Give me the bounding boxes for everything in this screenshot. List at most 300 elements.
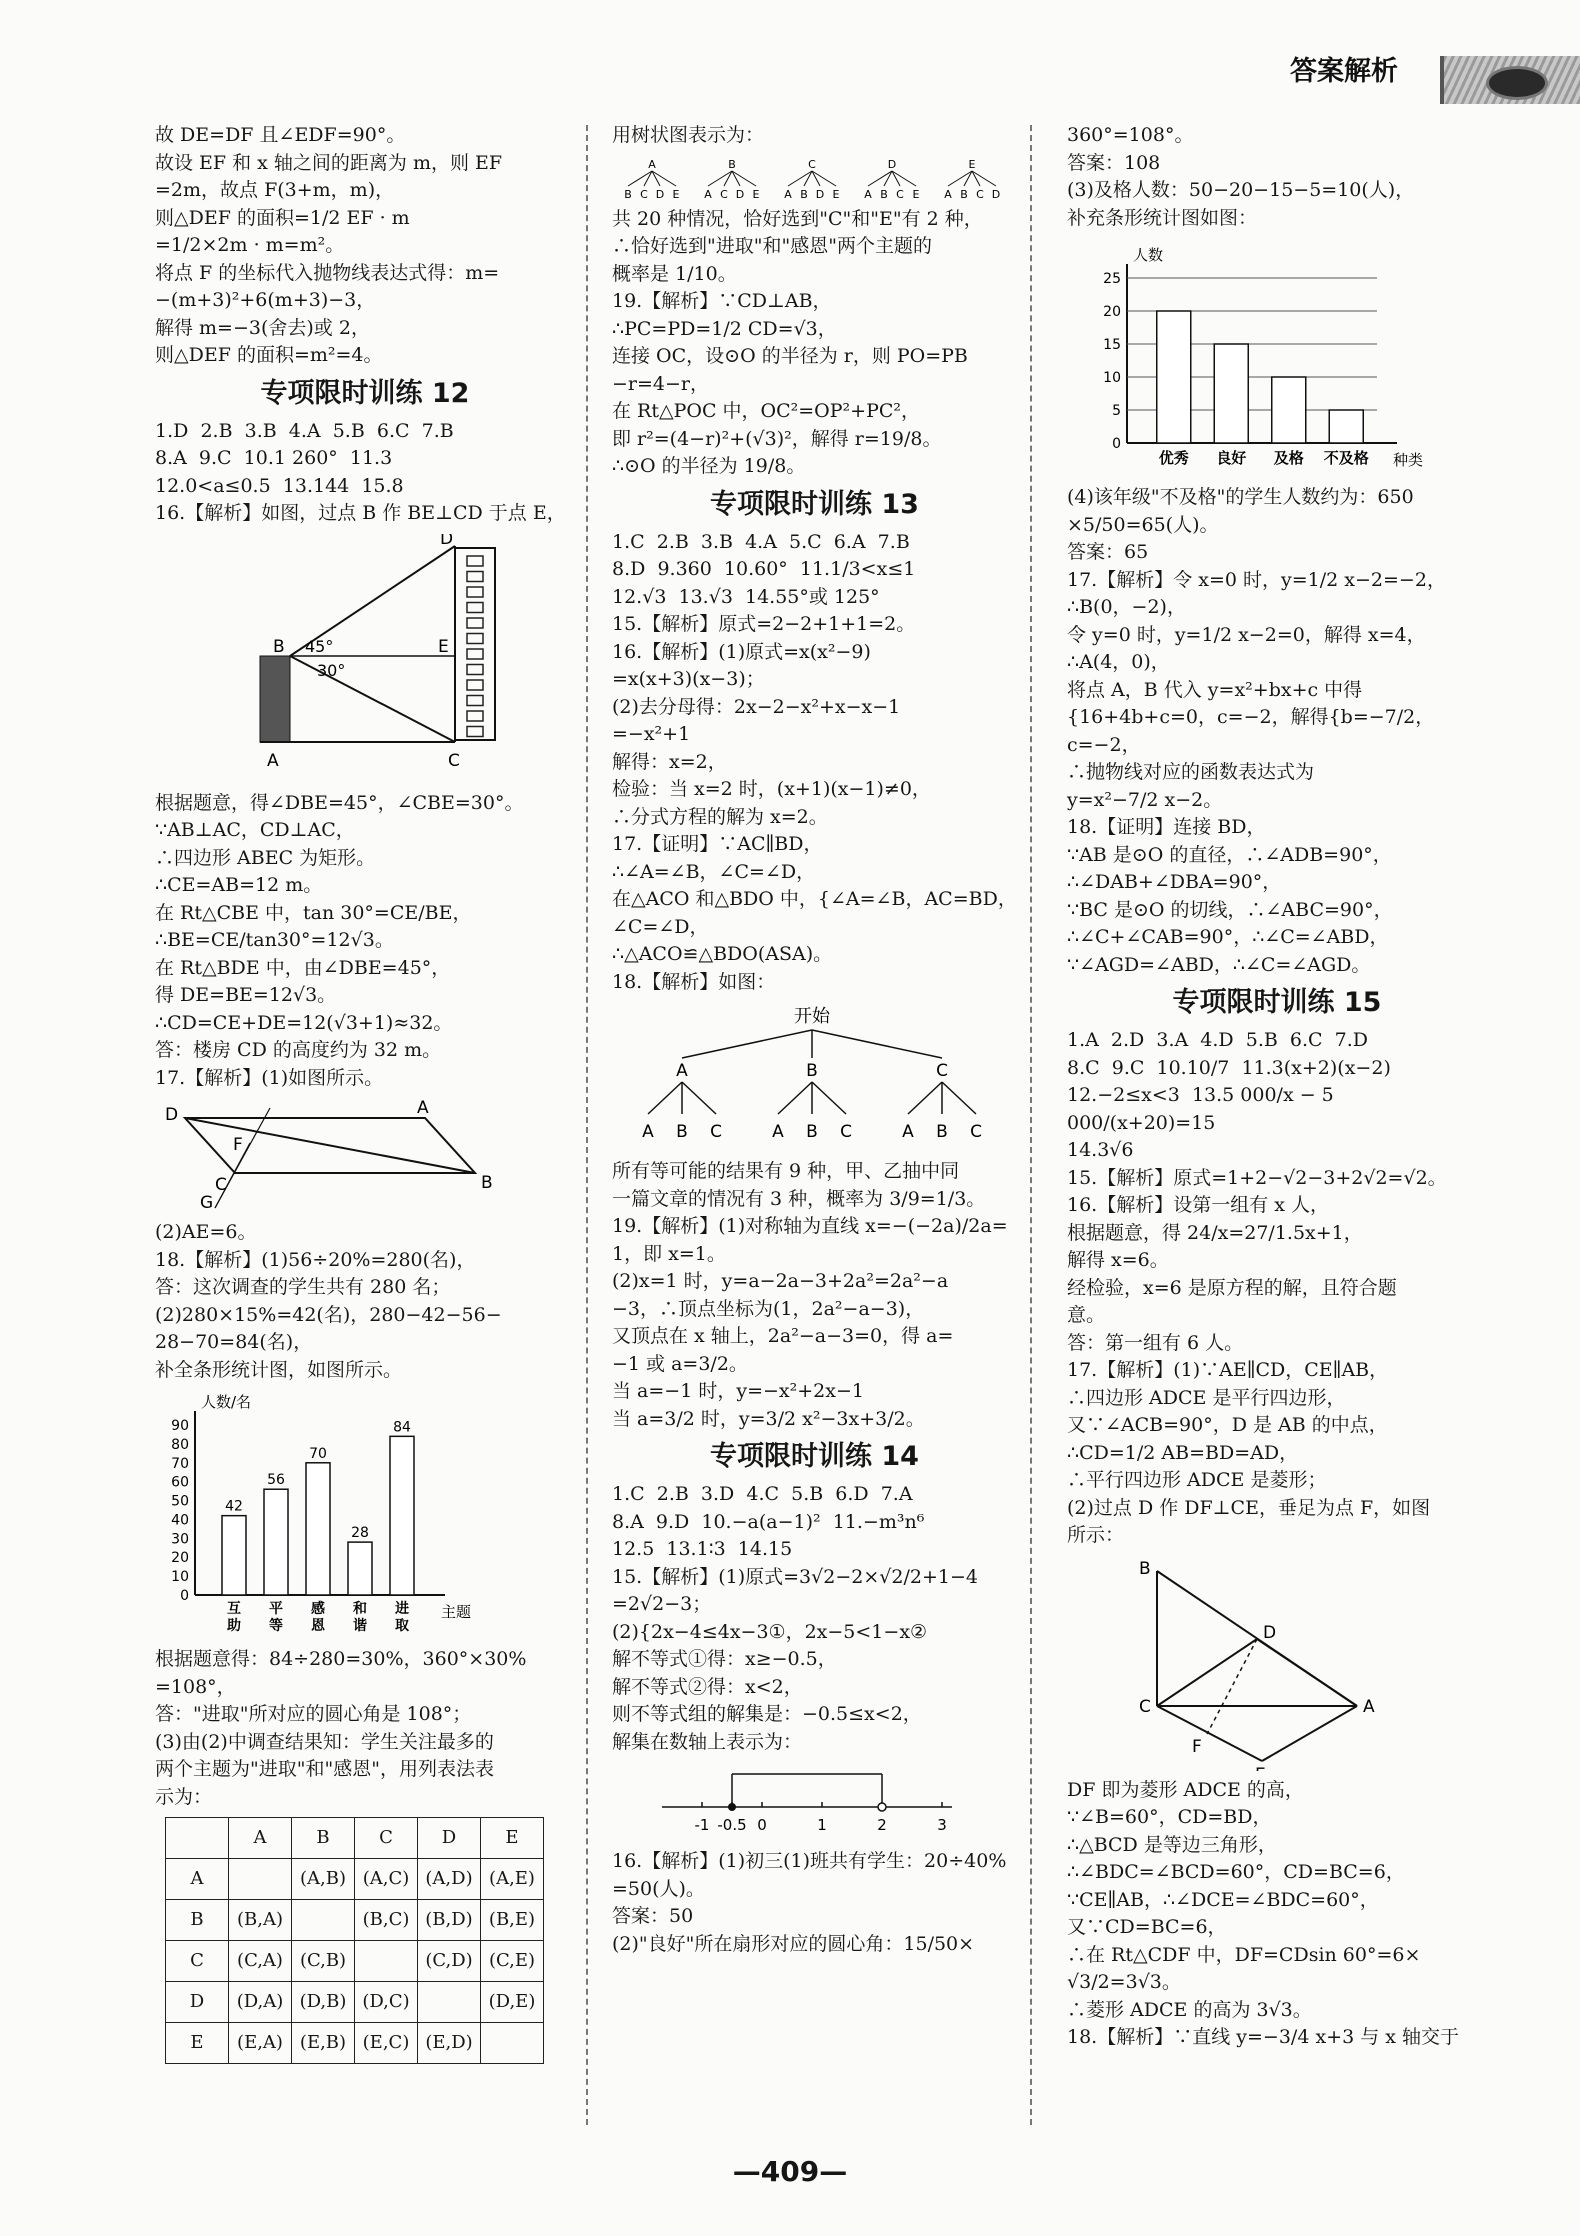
text-line: ∴分式方程的解为 x=2。 (612, 805, 828, 828)
text-line: 360°=108°。 (1067, 124, 1194, 146)
table-cell: (D,C) (355, 1982, 418, 2023)
table-cell (229, 1859, 292, 1900)
svg-text:C: C (896, 187, 904, 200)
svg-text:B: B (728, 157, 736, 171)
text-line: 19.【解析】∵CD⊥AB， (612, 290, 832, 312)
svg-text:D: D (1263, 1622, 1277, 1643)
bar-chart-grades (1067, 238, 1487, 478)
category-label: 良好 (1216, 449, 1247, 467)
text-line: 答：楼房 CD 的高度约为 32 m。 (155, 1039, 442, 1061)
text-line: 解不等式②得：x<2， (612, 1675, 803, 1698)
section-15-lines (1067, 1027, 1487, 1550)
table-cell: (D,E) (481, 1982, 544, 2023)
text-line: 28−70=84(名)， (155, 1331, 313, 1353)
angle-30: 30° (317, 660, 346, 680)
text-line: ∴CD=1/2 AB=BD=AD， (1067, 1441, 1299, 1464)
tree-root: 开始 (794, 1006, 830, 1027)
svg-text:D: D (655, 187, 665, 200)
text-line: ∴∠A=∠B，∠C=∠D， (612, 860, 816, 883)
section-14-lines (612, 1481, 1017, 1756)
table-cell: (C,B) (292, 1941, 355, 1982)
text-line: 故设 EF 和 x 轴之间的距离为 m，则 EF (155, 151, 503, 174)
text-line: 15.【解析】(1)原式=3√2−2×√2/2+1−4 (612, 1565, 978, 1588)
svg-text:3: 3 (937, 1816, 947, 1834)
text-line: 即 r²=(4−r)²+(√3)²，解得 r=19/8。 (612, 427, 942, 450)
table-cell: (D,A) (229, 1982, 292, 2023)
text-line: 根据题意，得∠DBE=45°，∠CBE=30°。 (155, 791, 524, 814)
text-line: 12.0<a≤0.5 13.144 15.8 (155, 474, 404, 497)
svg-text:C: C (976, 187, 984, 200)
text-line: ∴⊙O 的半径为 19/8。 (612, 455, 806, 477)
table-cell: (B,C) (355, 1900, 418, 1941)
text-line: √3/2=3√3。 (1067, 1971, 1181, 1993)
col2-lines-b (612, 1158, 1017, 1433)
text-line: 令 y=0 时，y=1/2 x−2=0，解得 x=4， (1067, 623, 1426, 646)
svg-text:D: D (165, 1105, 179, 1125)
table-cell: (C,D) (418, 1941, 481, 1982)
table-cell: D (166, 1982, 229, 2023)
text-line: ∴△ACO≌△BDO(ASA)。 (612, 943, 833, 965)
svg-text:A: A (648, 157, 656, 171)
section-title-12: 专项限时训练 12 (260, 377, 470, 409)
text-line: 所有等可能的结果有 9 种，甲、乙抽中同 (612, 1160, 960, 1182)
y-tick-label: 15 (1103, 337, 1121, 353)
text-line: 在 Rt△BDE 中，由∠DBE=45°， (155, 956, 451, 979)
bar-chart-topics (155, 1390, 575, 1640)
text-line: =50(人)。 (612, 1877, 705, 1900)
text-line: ∴∠DAB+∠DBA=90°， (1067, 871, 1282, 893)
text-line: (2)280×15%=42(名)，280−42−56− (155, 1303, 502, 1326)
table-cell: (E,D) (418, 2023, 481, 2064)
angle-45: 45° (305, 636, 334, 656)
text-line: ∴∠C+∠CAB=90°，∴∠C=∠ABD， (1067, 926, 1389, 948)
text-line: 得 DE=BE=12√3。 (155, 984, 337, 1006)
svg-text:E: E (968, 157, 976, 171)
number-line (612, 1762, 1017, 1842)
text-line: 检验：当 x=2 时，(x+1)(x−1)≠0， (612, 778, 931, 800)
table-cell (166, 1818, 229, 1859)
svg-text:E (1255, 1765, 1266, 1771)
col3-lines-c (1067, 1777, 1487, 2052)
page-header (1290, 52, 1580, 108)
text-line: 答：第一组有 6 人。 (1067, 1331, 1244, 1354)
section-12-answers (155, 418, 575, 501)
svg-text:-0.5: -0.5 (717, 1816, 747, 1834)
category-label: 不及格 (1323, 449, 1369, 467)
text-line: ∵BC 是⊙O 的切线，∴∠ABC=90°， (1067, 898, 1393, 921)
table-cell: (A,D) (418, 1859, 481, 1900)
svg-text:D: D (815, 187, 825, 200)
bar (222, 1516, 246, 1595)
text-line: 答案：108 (1067, 151, 1161, 174)
text-line: {16+4b+c=0，c=−2，解得{b=−7/2，c=−2， (1067, 706, 1435, 756)
section-title-14: 专项限时训练 14 (710, 1441, 919, 1472)
section-title-13: 专项限时训练 13 (710, 488, 919, 520)
text-line: (2){2x−4≤4x−3①，2x−5<1−x② (612, 1620, 928, 1643)
text-line: ×5/50=65(人)。 (1067, 513, 1219, 536)
svg-text:C: C (710, 1122, 722, 1142)
text-line: ∴B(0，−2)， (1067, 596, 1186, 618)
y-tick-label: 90 (171, 1418, 189, 1434)
category-label: 互 (227, 1601, 241, 1617)
svg-text:A: A (1363, 1696, 1375, 1717)
text-line: ∴恰好选到"进取"和"感恩"两个主题的 (612, 235, 932, 257)
text-line: 则不等式组的解集是：−0.5≤x<2， (612, 1703, 922, 1725)
category-label: 取 (395, 1618, 409, 1634)
table-cell (418, 1982, 481, 2023)
text-line: 答案：50 (612, 1905, 694, 1927)
eye-logo-icon (1486, 66, 1548, 100)
text-line: 又∵CD=BC=6， (1067, 1916, 1227, 1938)
text-line: ∵∠AGD=∠ABD，∴∠C=∠AGD。 (1067, 953, 1371, 976)
text-line: =−x²+1 (612, 723, 691, 745)
table-cell: B (292, 1818, 355, 1859)
category-label: 平 (269, 1601, 283, 1617)
svg-text:A: A (902, 1122, 914, 1142)
text-line: 解得 m=−3(舍去)或 2， (155, 316, 370, 339)
text-line: 解得 x=6。 (1067, 1249, 1169, 1271)
section-title-15: 专项限时训练 15 (1172, 987, 1382, 1018)
svg-text:D: D (887, 157, 897, 171)
table-row (166, 1818, 544, 1859)
text-line: ∵AB⊥AC，CD⊥AC， (155, 819, 355, 841)
svg-text:-1: -1 (694, 1816, 710, 1834)
text-line: ∴CD=CE+DE=12(√3+1)≈32。 (155, 1011, 453, 1034)
svg-text:E: E (912, 187, 920, 200)
y-tick-label: 40 (171, 1512, 189, 1529)
text-line: ∴平行四边形 ADCE 是菱形； (1067, 1469, 1327, 1491)
svg-text:A: A (642, 1122, 654, 1142)
text-line: ∴∠BDC=∠BCD=60°，CD=BC=6， (1067, 1861, 1405, 1883)
category-label: 优秀 (1158, 449, 1189, 467)
building-diagram (155, 534, 575, 784)
text-line: ∴四边形 ABEC 为矩形。 (155, 846, 376, 869)
text-line: 当 a=3/2 时，y=3/2 x²−3x+3/2。 (612, 1407, 925, 1430)
text-line: 答案：65 (1067, 541, 1149, 563)
text-line: 1，即 x=1。 (612, 1242, 726, 1265)
svg-text:C: C (840, 1122, 852, 1142)
text-line: 又顶点在 x 轴上，2a²−a−3=0，得 a= (612, 1325, 954, 1347)
text-line: ∵∠B=60°，CD=BD， (1067, 1806, 1272, 1828)
bar (264, 1489, 288, 1595)
text-line: 意。 (1067, 1304, 1106, 1326)
svg-text:B: B (624, 187, 632, 200)
text-line: ∴A(4，0)， (1067, 651, 1170, 673)
text-line: 12.−2≤x<3 13.5 000/x − 5 000/(x+20)=15 (1067, 1084, 1340, 1134)
x-axis-label: 种类 (1393, 451, 1424, 469)
text-line: 一篇文章的情况有 3 种，概率为 3/9=1/3。 (612, 1187, 986, 1210)
y-tick-label: 20 (171, 1550, 189, 1567)
text-line: 16.【解析】(1)原式=x(x²−9) (612, 640, 871, 663)
text-line: 两个主题为"进取"和"感恩"，用列表法表 (155, 1758, 494, 1780)
svg-text:C: C (640, 187, 648, 200)
text-line: (4)该年级"不及格"的学生人数约为：650 (1067, 486, 1414, 508)
svg-text:G: G (200, 1193, 214, 1213)
category-label: 感 (311, 1601, 325, 1617)
y-axis-label: 人数 (1133, 246, 1164, 264)
table-cell: (B,A) (229, 1900, 292, 1941)
svg-text:C: C (720, 187, 728, 200)
text-line: ∵CE∥AB，∴∠DCE=∠BDC=60°， (1067, 1888, 1379, 1911)
q16-body (155, 790, 575, 1065)
svg-text:A: A (864, 187, 872, 200)
bar (348, 1542, 372, 1595)
text-line: ∵AB 是⊙O 的直径，∴∠ADB=90°， (1067, 843, 1392, 866)
pairs-table (165, 1817, 544, 2064)
column-2 (612, 122, 1017, 1958)
bar-value-label: 42 (225, 1498, 243, 1515)
text-line: ∴△BCD 是等边三角形， (1067, 1833, 1277, 1856)
svg-text:E: E (672, 187, 680, 200)
text-line: 根据题意，得 24/x=27/1.5x+1， (1067, 1221, 1363, 1244)
text-line: =2m，故点 F(3+m，m)， (155, 179, 395, 201)
y-axis-label: 人数/名 (201, 1393, 252, 1411)
category-label: 和 (353, 1601, 367, 1617)
x-axis-label: 主题 (441, 1603, 472, 1621)
table-cell: (E,B) (292, 2023, 355, 2064)
table-cell: E (481, 1818, 544, 1859)
table-cell: A (166, 1859, 229, 1900)
text-line: ∴PC=PD=1/2 CD=√3， (612, 317, 837, 340)
svg-text:B: B (936, 1122, 948, 1142)
text-line: 示为： (155, 1785, 213, 1808)
text-line: 1.D 2.B 3.B 4.A 5.B 6.C 7.B (155, 419, 454, 442)
text-line: −r=4−r， (612, 372, 710, 395)
bar (390, 1436, 414, 1595)
y-tick-label: 10 (1103, 370, 1121, 386)
text-line: ∴抛物线对应的函数表达式为 (1067, 761, 1315, 783)
text-line: 12.√3 13.√3 14.55°或 125° (612, 585, 880, 608)
svg-text:2: 2 (877, 1816, 887, 1834)
tree-diagram (612, 1002, 1017, 1152)
column-divider (1030, 125, 1032, 2125)
label-B: B (273, 636, 285, 657)
y-tick-label: 80 (171, 1436, 189, 1453)
text-line: 在 Rt△POC 中，OC²=OP²+PC²， (612, 400, 921, 422)
tree-caption: 用树状图表示为： (612, 124, 765, 146)
table-cell (355, 1941, 418, 1982)
text-line: 16.【解析】(1)初三(1)班共有学生：20÷40% (612, 1850, 1007, 1872)
text-line: 在△ACO 和△BDO 中，{∠A=∠B，AC=BD，∠C=∠D， (612, 888, 1017, 938)
text-line: 经检验，x=6 是原方程的解，且符合题 (1067, 1276, 1397, 1299)
y-tick-label: 70 (171, 1455, 189, 1472)
text-line: 14.3√6 (1067, 1139, 1134, 1161)
bar-value-label: 70 (309, 1445, 327, 1462)
bar-value-label: 56 (267, 1472, 285, 1489)
svg-text:B: B (800, 187, 808, 200)
category-label: 等 (269, 1618, 283, 1634)
table-cell (292, 1900, 355, 1941)
bar (1214, 344, 1248, 443)
y-tick-label: 30 (171, 1531, 189, 1548)
svg-text:C: C (808, 157, 816, 171)
text-line: 1.C 2.B 3.B 4.A 5.C 6.A 7.B (612, 530, 910, 553)
text-line: 18.【证明】连接 BD， (1067, 816, 1266, 838)
svg-text:A: A (676, 1061, 688, 1081)
text-line: 17.【解析】令 x=0 时，y=1/2 x−2=−2， (1067, 568, 1446, 591)
svg-text:D: D (735, 187, 745, 200)
text-line: 17.【解析】(1)∵AE∥CD，CE∥AB， (1067, 1359, 1389, 1381)
svg-text:C: C (1139, 1696, 1151, 1717)
q17-heading: 17.【解析】(1)如图所示。 (155, 1066, 384, 1089)
table-cell: C (166, 1941, 229, 1982)
text-line: 1.C 2.B 3.D 4.C 5.B 6.D 7.A (612, 1483, 913, 1505)
text-line: 1.A 2.D 3.A 4.D 5.B 6.C 7.D (1067, 1029, 1369, 1051)
text-line: =108°， (155, 1675, 236, 1698)
category-label: 助 (227, 1618, 241, 1634)
table-row (166, 1900, 544, 1941)
table-cell: (C,A) (229, 1941, 292, 1982)
text-line: 当 a=−1 时，y=−x²+2x−1 (612, 1380, 864, 1402)
svg-text:A: A (944, 187, 952, 200)
y-tick-label: 10 (171, 1569, 189, 1586)
column-divider (586, 125, 588, 2125)
svg-text:B: B (806, 1061, 818, 1081)
table-cell (481, 2023, 544, 2064)
table-cell: (B,E) (481, 1900, 544, 1941)
table-cell: (E,A) (229, 2023, 292, 2064)
rhombus-diagram (1067, 1556, 1487, 1771)
text-line: 解不等式①得：x≥−0.5， (612, 1648, 837, 1670)
y-tick-label: 20 (1103, 304, 1121, 320)
text-line: 根据题意得：84÷280=30%，360°×30% (155, 1648, 527, 1670)
text-line: 18.【解析】(1)56÷20%=280(名)， (155, 1248, 476, 1271)
table-cell: (A,E) (481, 1859, 544, 1900)
bar (1272, 377, 1306, 443)
table-cell: (C,E) (481, 1941, 544, 1982)
svg-text:1: 1 (817, 1816, 827, 1834)
text-line: 8.D 9.360 10.60° 11.1/3<x≤1 (612, 558, 916, 580)
text-line: 15.【解析】原式=2−2+1+1=2。 (612, 613, 916, 635)
q18-lines (155, 1247, 575, 1385)
text-line: ∴四边形 ADCE 是平行四边形， (1067, 1386, 1346, 1409)
column-3 (1067, 122, 1487, 2052)
table-row (166, 1941, 544, 1982)
text-line: 则△DEF 的面积=1/2 EF · m (155, 206, 410, 229)
text-line: 解得：x=2， (612, 750, 727, 773)
text-line: 12.5 13.1∶3 14.15 (612, 1538, 793, 1560)
text-line: 共 20 种情况，恰好选到"C"和"E"有 2 种， (612, 207, 983, 230)
text-line: 8.A 9.D 10.−a(a−1)² 11.−m³n⁶ (612, 1510, 925, 1533)
text-line: ∴在 Rt△CDF 中，DF=CDsin 60°=6× (1067, 1943, 1421, 1966)
text-line: (3)由(2)中调查结果知：学生关注最多的 (155, 1730, 494, 1753)
svg-text:B: B (676, 1122, 688, 1142)
bar (306, 1463, 330, 1595)
text-line: 答："进取"所对应的圆心角是 108°； (155, 1703, 472, 1725)
text-line: =2√2−3； (612, 1593, 712, 1615)
category-label: 及格 (1273, 449, 1304, 467)
table-cell: (D,B) (292, 1982, 355, 2023)
svg-text:B: B (880, 187, 888, 200)
y-tick-label: 0 (1112, 436, 1121, 452)
text-line: 在 Rt△CBE 中，tan 30°=CE/BE， (155, 901, 472, 924)
text-line: −3，∴顶点坐标为(1，2a²−a−3)， (612, 1297, 925, 1320)
label-E: E (438, 636, 449, 657)
text-line: 所示： (1067, 1524, 1125, 1546)
section-13-lines (612, 529, 1017, 997)
table-cell: D (418, 1818, 481, 1859)
text-line: ∴BE=CE/tan30°=12√3。 (155, 929, 394, 951)
text-line: ∴CE=AB=12 m。 (155, 874, 323, 896)
table-cell: (A,B) (292, 1859, 355, 1900)
text-line: 8.C 9.C 10.10/7 11.3(x+2)(x−2) (1067, 1056, 1391, 1079)
table-row (166, 2023, 544, 2064)
table-cell: (B,D) (418, 1900, 481, 1941)
label-A: A (267, 750, 279, 771)
q18-after-lines (155, 1646, 575, 1811)
table-row (166, 1982, 544, 2023)
bar-value-label: 84 (393, 1419, 411, 1436)
text-line: (2)"良好"所在扇形对应的圆心角：15/50× (612, 1932, 975, 1955)
svg-text:E: E (832, 187, 840, 200)
text-line: 17.【证明】∵AC∥BD， (612, 833, 823, 855)
bar-value-label: 28 (351, 1525, 369, 1542)
svg-text:C: C (215, 1175, 227, 1195)
text-line: 19.【解析】(1)对称轴为直线 x=−(−2a)/2a= (612, 1215, 1008, 1237)
svg-text:A: A (784, 187, 792, 200)
text-line: 将点 F 的坐标代入抛物线表达式得：m= (155, 261, 500, 284)
svg-text:E: E (752, 187, 760, 200)
text-line: 18.【解析】如图： (612, 970, 776, 993)
intro-lines (155, 122, 575, 370)
text-line: (2)去分母得：2x−2−x²+x−x−1 (612, 695, 901, 718)
text-line: −(m+3)²+6(m+3)−3， (155, 289, 376, 311)
text-line: 概率是 1/10。 (612, 262, 737, 285)
y-tick-label: 5 (1112, 403, 1121, 419)
svg-text:A: A (417, 1098, 429, 1118)
y-tick-label: 60 (171, 1474, 189, 1491)
text-line: (3)及格人数：50−20−15−5=10(人)， (1067, 179, 1415, 201)
text-line: 补充条形统计图如图： (1067, 206, 1258, 229)
table-cell: (E,C) (355, 2023, 418, 2064)
y-tick-label: 0 (180, 1588, 189, 1604)
text-line: 15.【解析】原式=1+2−√2−3+2√2=√2。 (1067, 1166, 1447, 1189)
text-line: =x(x+3)(x−3)； (612, 668, 765, 690)
col2-lines-c (612, 1848, 1017, 1958)
text-line: DF 即为菱形 ADCE 的高， (1067, 1778, 1304, 1801)
text-line: 补全条形统计图，如图所示。 (155, 1358, 403, 1381)
header-title: 答案解析 (1290, 56, 1398, 87)
text-line: (2)x=1 时，y=a−2a−3+2a²=2a²−a (612, 1270, 949, 1292)
text-line: 答：这次调查的学生共有 280 名； (155, 1276, 451, 1298)
text-line: 8.A 9.C 10.1 260° 11.3 (155, 447, 393, 469)
label-C: C (448, 750, 460, 771)
table-cell: (A,C) (355, 1859, 418, 1900)
table-cell: B (166, 1900, 229, 1941)
q17-answer: (2)AE=6。 (155, 1221, 257, 1243)
text-line: (2)过点 D 作 DF⊥CE，垂足为点 F，如图 (1067, 1496, 1431, 1519)
construction-diagram (155, 1098, 575, 1213)
small-tree-diagram (612, 156, 1017, 200)
col3-lines-a (1067, 122, 1487, 232)
svg-text:F: F (1192, 1736, 1202, 1757)
y-tick-label: 25 (1103, 271, 1121, 287)
col2-lines-a (612, 206, 1017, 481)
table-cell: A (229, 1818, 292, 1859)
page-number: —409— (732, 2155, 848, 2188)
text-line: ∴菱形 ADCE 的高为 3√3。 (1067, 1998, 1312, 2021)
text-line: 18.【解析】∵直线 y=−3/4 x+3 与 x 轴交于 (1067, 2026, 1460, 2048)
svg-text:F: F (233, 1135, 243, 1155)
svg-text:C: C (970, 1122, 982, 1142)
text-line: 将点 A，B 代入 y=x²+bx+c 中得 (1067, 678, 1363, 701)
svg-text:B: B (960, 187, 968, 200)
text-line: =1/2×2m · m=m²。 (155, 234, 345, 256)
text-line: 解集在数轴上表示为： (612, 1730, 803, 1753)
svg-text:A: A (704, 187, 712, 200)
svg-text:D: D (991, 187, 1001, 200)
text-line: 连接 OC，设⊙O 的半径为 r，则 PO=PB (612, 345, 968, 367)
